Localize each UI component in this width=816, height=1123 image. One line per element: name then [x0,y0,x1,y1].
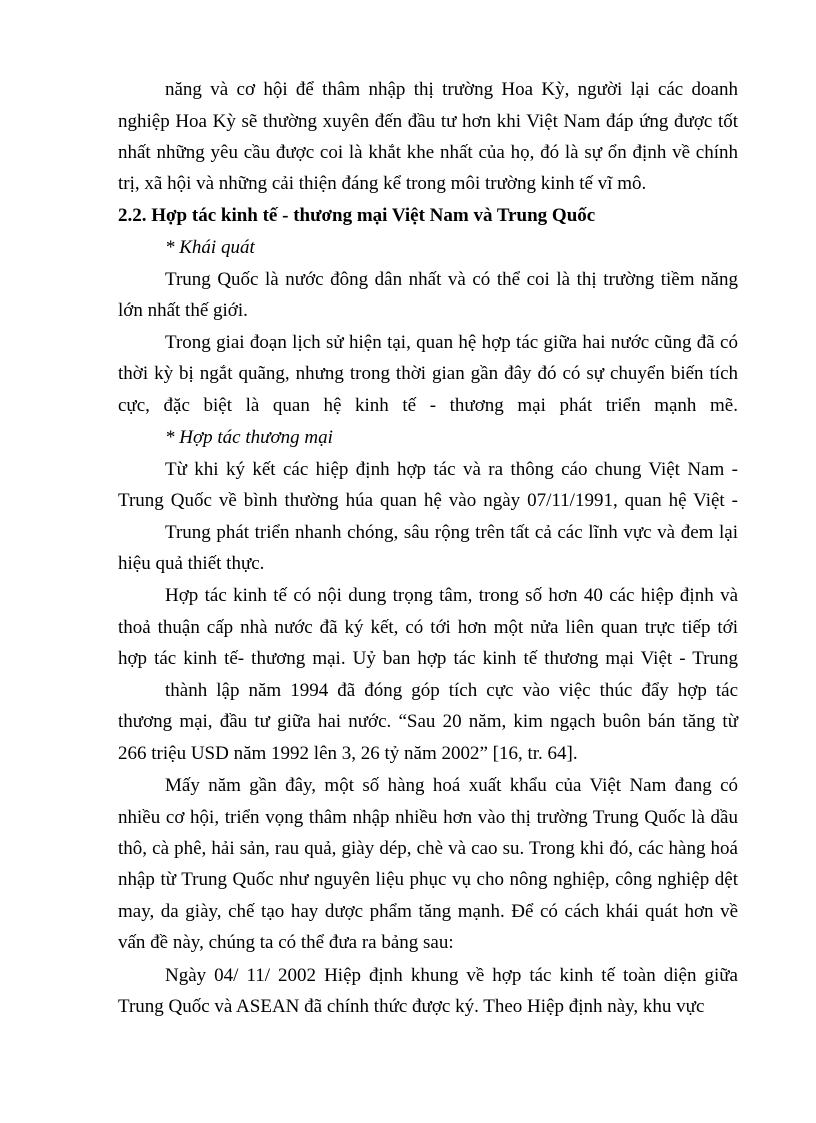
body-line: may, da giày, chế tạo hay dược phẩm tăng mạnh. Để có cách khái quát hơn về [118,901,738,922]
body-line: nhập từ Trung Quốc như nguyên liệu phục vụ cho nông nghiệp, công nghiệp dệt [118,869,738,890]
body-line: nghiệp Hoa Kỳ sẽ thường xuyên đến đầu tư hơn khi Việt Nam đáp ứng được tốt [118,111,738,132]
body-line: lớn nhất thế giới. [118,300,248,321]
body-line: thương mại, đầu tư giữa hai nước. “Sau 20 năm, kim ngạch buôn bán tăng từ [118,711,738,732]
subheading-overview: * Khái quát [165,237,255,258]
body-line: Từ khi ký kết các hiệp định hợp tác và ra thông cáo chung Việt Nam - [165,459,738,480]
body-line: cực, đặc biệt là quan hệ kinh tế - thương mại phát triển mạnh mẽ. [118,395,738,416]
body-line: vấn đề này, chúng ta có thể đưa ra bảng sau: [118,932,454,953]
body-line: Trung Quốc và ASEAN đã chính thức được ký. Theo Hiệp định này, khu vực [118,996,705,1017]
body-line: thô, cà phê, hải sản, rau quả, giày dép, chè và cao su. Trong khi đó, các hàng hoá [118,838,738,859]
body-line: Trung Quốc là nước đông dân nhất và có thể coi là thị trường tiềm năng [165,269,738,290]
body-line: năng và cơ hội để thâm nhập thị trường Hoa Kỳ, người lại các doanh [165,79,738,100]
body-line: Ngày 04/ 11/ 2002 Hiệp định khung về hợp tác kinh tế toàn diện giữa [165,965,738,986]
body-line: trị, xã hội và những cải thiện đáng kể trong môi trường kinh tế vĩ mô. [118,173,647,194]
body-line: 266 triệu USD năm 1992 lên 3, 26 tỷ năm 2002” [16, tr. 64]. [118,743,578,764]
section-heading: 2.2. Hợp tác kinh tế - thương mại Việt Nam và Trung Quốc [118,205,596,226]
body-line: thời kỳ bị ngắt quãng, nhưng trong thời gian gần đây đó có sự chuyển biến tích [118,363,738,384]
body-line: thoả thuận cấp nhà nước đã ký kết, có tới hơn một nửa liên quan trực tiếp tới [118,617,738,638]
body-line: nhất những yêu cầu được coi là khắt khe nhất của họ, đó là sự ổn định về chính [118,142,738,163]
body-line: Trung phát triển nhanh chóng, sâu rộng trên tất cả các lĩnh vực và đem lại [165,522,738,543]
body-line: hiệu quả thiết thực. [118,553,265,574]
body-line: Hợp tác kinh tế có nội dung trọng tâm, trong số hơn 40 các hiệp định và [165,585,738,606]
body-line: nhiều cơ hội, triển vọng thâm nhập nhiều hơn vào thị trường Trung Quốc là dầu [118,807,738,828]
body-line: thành lập năm 1994 đã đóng góp tích cực vào việc thúc đẩy hợp tác [165,680,738,701]
body-line: hợp tác kinh tế- thương mại. Uỷ ban hợp tác kinh tế thương mại Việt - Trung [118,648,738,669]
body-line: Mấy năm gần đây, một số hàng hoá xuất khẩu của Việt Nam đang có [165,775,738,796]
body-line: Trong giai đoạn lịch sử hiện tại, quan hệ hợp tác giữa hai nước cũng đã có [165,332,738,353]
body-line: Trung Quốc về bình thường húa quan hệ vào ngày 07/11/1991, quan hệ Việt - [118,490,738,511]
subheading-trade-cooperation: * Hợp tác thương mại [165,427,333,448]
